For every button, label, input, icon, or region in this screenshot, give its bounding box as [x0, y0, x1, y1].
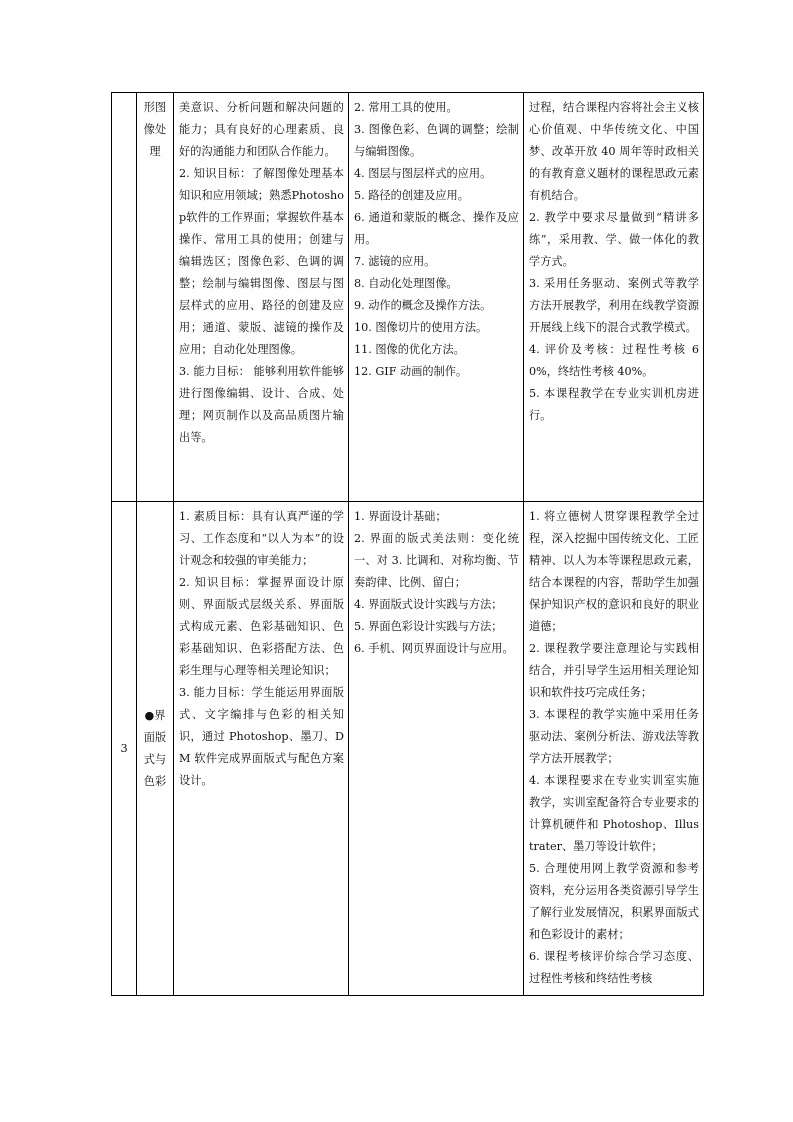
- row-number: 3: [112, 502, 137, 996]
- goal-text: 美意识、分析问题和解决问题的能力；具有良好的心理素质、良好的沟通能力和团队合作能力。: [179, 101, 344, 158]
- requirement-text: 2. 教学中要求尽量做到“精讲多练”，采用教、学、做一体化的教学方式。: [529, 211, 699, 268]
- requirement-text: 5. 本课程教学在专业实训机房进行。: [529, 387, 699, 422]
- content-item: 5. 路径的创建及应用。: [354, 189, 469, 202]
- content-item: 5. 界面色彩设计实践与方法；: [354, 620, 503, 633]
- content-item: 10. 图像切片的使用方法。: [354, 321, 488, 334]
- requirement-text: 2. 课程教学要注意理论与实践相结合，并引导学生运用相关理论知识和软件技巧完成任务；: [529, 642, 699, 699]
- content-item: 7. 滤镜的应用。: [354, 255, 436, 268]
- requirement-text: 3. 本课程的教学实施中采用任务驱动法、案例分析法、游戏法等教学方法开展教学；: [529, 708, 699, 765]
- content-item: 2. 常用工具的使用。: [354, 101, 458, 114]
- requirement-text: 4. 本课程要求在专业实训室实施教学，实训室配备符合专业要求的计算机硬件和 Photoshop、Illustrater、墨刀等设计软件；: [529, 774, 699, 853]
- content-item: 3. 图像色彩、色调的调整；绘制与编辑图像。: [354, 123, 519, 158]
- content-item: 9. 动作的概念及操作方法。: [354, 299, 492, 312]
- course-table: [111, 92, 704, 996]
- content-item: 11. 图像的优化方法。: [354, 343, 465, 356]
- content-item: 12. GIF 动画的制作。: [354, 365, 468, 378]
- course-name: 形图像处理: [137, 93, 174, 502]
- content-item: 4. 界面版式设计实践与方法；: [354, 598, 503, 611]
- content-item: 6. 手机、网页界面设计与应用。: [354, 642, 514, 655]
- requirement-text: 3. 采用任务驱动、案例式等教学方法开展教学，利用在线教学资源开展线上线下的混合式教学模式。: [529, 277, 699, 334]
- goal-text: 2. 知识目标：掌握界面设计原则、界面版式层级关系、界面版式构成元素、色彩基础知识、色彩基础知识、色彩搭配方法、色彩生理与心理等相关理论知识；: [179, 576, 344, 677]
- requirement-text: 6. 课程考核评价综合学习态度、过程性考核和终结性考核: [529, 950, 699, 985]
- teaching-requirements: [524, 502, 704, 996]
- table-row: [112, 502, 704, 996]
- content-item: 4. 图层与图层样式的应用。: [354, 167, 492, 180]
- goal-text: 3. 能力目标： 能够利用软件能够进行图像编辑、设计、合成、处理；网页制作以及高品质图片输出等。: [179, 365, 344, 444]
- course-name: ●界面版式与色彩: [137, 502, 174, 996]
- goal-text: 1. 素质目标：具有认真严谨的学习、工作态度和“以人为本”的设计观念和较强的审美能力；: [179, 510, 344, 567]
- goal-text: 3. 能力目标：学生能运用界面版式、文字编排与色彩的相关知识，通过 Photoshop、墨刀、DM 软件完成界面版式与配色方案设计。: [179, 686, 344, 787]
- course-contents: [349, 93, 524, 502]
- course-goals: [174, 502, 349, 996]
- requirement-text: 5. 合理使用网上教学资源和参考资料，充分运用各类资源引导学生了解行业发展情况，积累界面版式和色彩设计的素材；: [529, 862, 699, 941]
- teaching-requirements: [524, 93, 704, 502]
- table-row: [112, 93, 704, 502]
- requirement-text: 1. 将立德树人贯穿课程教学全过程，深入挖掘中国传统文化、工匠精神、以人为本等课程思政元素，结合本课程的内容，帮助学生加强保护知识产权的意识和良好的职业道德；: [529, 510, 699, 633]
- content-item: 2. 界面的版式美法则：变化统一、对 3. 比调和、对称均衡、节奏韵律、比例、留白；: [354, 532, 519, 589]
- content-item: 1. 界面设计基础；: [354, 510, 447, 523]
- requirement-text: 过程，结合课程内容将社会主义核心价值观、中华传统文化、中国梦、改革开放 40 周年等时政相关的有教育意义题材的课程思政元素有机结合。: [529, 101, 699, 202]
- course-contents: [349, 502, 524, 996]
- content-item: 6. 通道和蒙版的概念、操作及应用。: [354, 211, 519, 246]
- course-goals: [174, 93, 349, 502]
- row-number: [112, 93, 137, 502]
- requirement-text: 4. 评价及考核：过程性考核 60%，终结性考核 40%。: [529, 343, 699, 378]
- goal-text: 2. 知识目标：了解图像处理基本知识和应用领域；熟悉Photoshop软件的工作界面；掌握软件基本操作、常用工具的使用；创建与编辑选区；图像色彩、色调的调整；绘制与编辑图像、图层与图层样式的应用、路径的创建及应用；通道、蒙版、滤镜的操作及应用；自动化处理图像。: [179, 167, 344, 356]
- content-item: 8. 自动化处理图像。: [354, 277, 458, 290]
